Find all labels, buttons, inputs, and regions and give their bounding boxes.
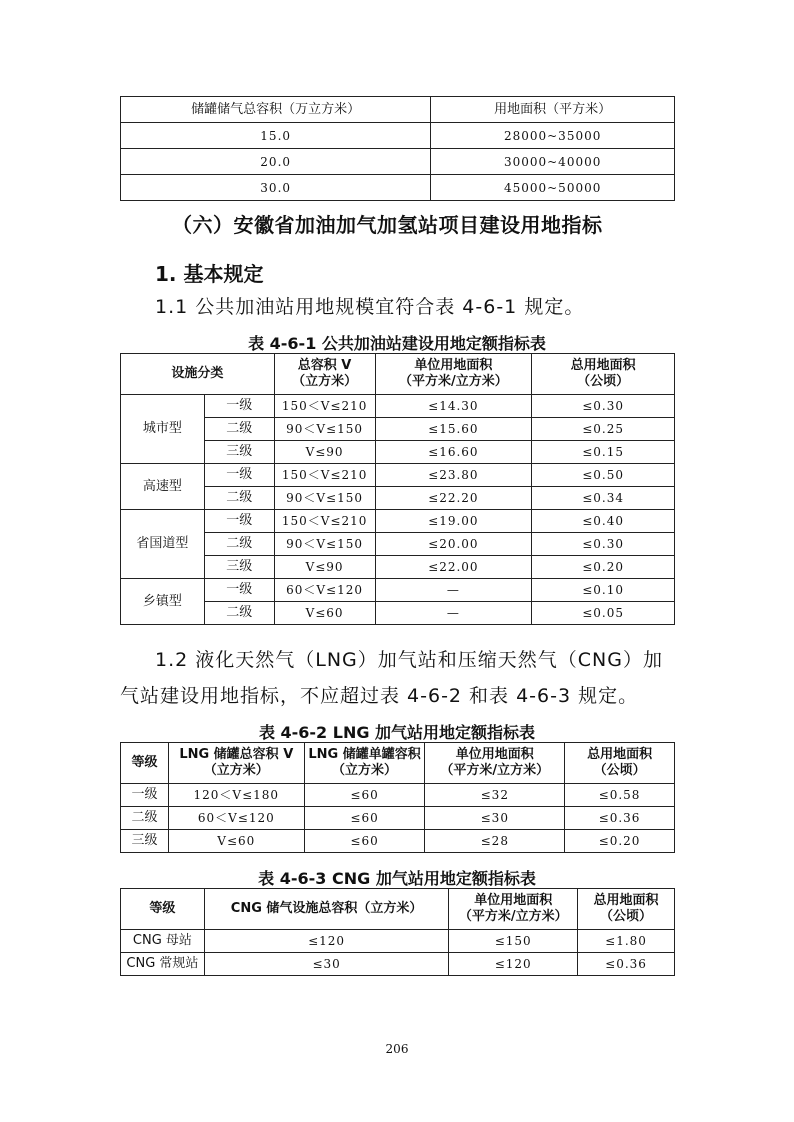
table-header-row	[121, 97, 675, 123]
table-cell: 90＜V≤150	[274, 533, 375, 556]
header-line: （立方米）	[292, 374, 358, 389]
header-line: 单位用地面积	[474, 893, 553, 908]
table-cell: ≤20.00	[375, 533, 532, 556]
table-cell: 45000~50000	[431, 175, 675, 201]
table-header-cell: 用地面积（平方米）	[431, 97, 675, 123]
header-line: 单位用地面积	[414, 358, 493, 373]
table-cell: ≤0.15	[532, 441, 675, 464]
table-cell: ≤0.05	[532, 602, 675, 625]
table-cell: ≤23.80	[375, 464, 532, 487]
header-line: （公顷）	[600, 909, 653, 924]
table-cell: ≤0.58	[565, 784, 675, 807]
group-cell: 高速型	[121, 464, 205, 510]
table-cell: 60＜V≤120	[168, 807, 304, 830]
header-line: （平方米/立方米）	[458, 909, 568, 924]
table-cell: 30.0	[121, 175, 431, 201]
grade-cell: CNG 母站	[121, 930, 205, 953]
table-cell: 150＜V≤210	[274, 510, 375, 533]
table-cell: V≤90	[274, 556, 375, 579]
table-row	[121, 123, 675, 149]
table-cell: 90＜V≤150	[274, 487, 375, 510]
header-line: （平方米/立方米）	[440, 763, 550, 778]
table-row	[121, 533, 675, 556]
header-line: 总容积 V	[297, 358, 352, 373]
table-cell: ≤120	[204, 930, 448, 953]
table-header-cell: 储罐储气总容积（万立方米）	[121, 97, 431, 123]
page-number: 206	[385, 1042, 409, 1056]
table-cell: ≤0.36	[565, 807, 675, 830]
table-header-cell	[274, 354, 375, 395]
table-row	[121, 149, 675, 175]
header-line: LNG 储罐单罐容积	[308, 747, 421, 762]
header-line: 总用地面积	[570, 358, 636, 373]
header-line: （立方米）	[332, 763, 398, 778]
lng-station-land-table	[120, 742, 675, 853]
table-cell: ≤0.34	[532, 487, 675, 510]
header-line: （立方米）	[203, 763, 269, 778]
group-cell: 乡镇型	[121, 579, 205, 625]
header-line: （公顷）	[577, 374, 630, 389]
table-row	[121, 510, 675, 533]
grade-cell: CNG 常规站	[121, 953, 205, 976]
table-cell: 90＜V≤150	[274, 418, 375, 441]
table-cell: ≤19.00	[375, 510, 532, 533]
table-header-cell	[425, 743, 565, 784]
table-cell: ≤0.20	[532, 556, 675, 579]
table-cell: 120＜V≤180	[168, 784, 304, 807]
table-cell: V≤60	[168, 830, 304, 853]
table-row	[121, 418, 675, 441]
table-cell: 20.0	[121, 149, 431, 175]
gas-station-land-table	[120, 353, 675, 625]
subsection-title: 1. 基本规定	[155, 262, 264, 286]
table-header-cell	[168, 743, 304, 784]
table-header-cell: CNG 储气设施总容积（立方米）	[204, 889, 448, 930]
table-row	[121, 395, 675, 418]
table-header-cell: 设施分类	[121, 354, 275, 395]
grade-cell: 二级	[204, 533, 274, 556]
grade-cell: 一级	[204, 395, 274, 418]
table-cell: 28000~35000	[431, 123, 675, 149]
section-title: （六）安徽省加油加气加氢站项目建设用地指标	[172, 213, 603, 237]
table-cell: ≤30	[204, 953, 448, 976]
table-cell: ≤32	[425, 784, 565, 807]
table-header-row	[121, 889, 675, 930]
table3-caption: 表 4-6-3 CNG 加气站用地定额指标表	[258, 869, 536, 888]
table-cell: 150＜V≤210	[274, 395, 375, 418]
grade-cell: 三级	[121, 830, 169, 853]
grade-cell: 二级	[204, 487, 274, 510]
header-line: 总用地面积	[593, 893, 659, 908]
header-line: （平方米/立方米）	[399, 374, 508, 389]
table-cell: ≤60	[304, 830, 425, 853]
table-row	[121, 930, 675, 953]
storage-land-table	[120, 96, 675, 201]
table-cell: ≤0.30	[532, 533, 675, 556]
table-header-cell	[565, 743, 675, 784]
table2-caption: 表 4-6-2 LNG 加气站用地定额指标表	[258, 723, 536, 742]
table-row	[121, 441, 675, 464]
table-row	[121, 953, 675, 976]
header-line: （公顷）	[593, 763, 646, 778]
table-cell: ≤15.60	[375, 418, 532, 441]
paragraph-1: 1.1 公共加油站用地规模宜符合表 4-6-1 规定。	[155, 296, 585, 318]
grade-cell: 三级	[204, 556, 274, 579]
table-row	[121, 556, 675, 579]
table1-caption: 表 4-6-1 公共加油站建设用地定额指标表	[248, 334, 546, 353]
table-row	[121, 784, 675, 807]
table-cell: 15.0	[121, 123, 431, 149]
grade-cell: 一级	[204, 579, 274, 602]
table-cell: ≤150	[449, 930, 578, 953]
table-cell: 150＜V≤210	[274, 464, 375, 487]
table-cell: ≤22.00	[375, 556, 532, 579]
table-header-cell	[375, 354, 532, 395]
table-header-cell	[532, 354, 675, 395]
table-cell: ≤60	[304, 807, 425, 830]
table-cell: V≤90	[274, 441, 375, 464]
table-cell: ≤0.10	[532, 579, 675, 602]
table-cell: ≤22.20	[375, 487, 532, 510]
table-row	[121, 487, 675, 510]
table-row	[121, 464, 675, 487]
header-line: 总用地面积	[587, 747, 653, 762]
table-header-cell: 等级	[121, 743, 169, 784]
table-header-cell	[304, 743, 425, 784]
table-header-cell	[449, 889, 578, 930]
table-header-row	[121, 743, 675, 784]
header-line: 单位用地面积	[455, 747, 534, 762]
paragraph-2-line-2: 气站建设用地指标，不应超过表 4-6-2 和表 4-6-3 规定。	[120, 685, 639, 707]
table-cell: ≤0.25	[532, 418, 675, 441]
table-cell: ≤120	[449, 953, 578, 976]
cng-station-land-table	[120, 888, 675, 976]
grade-cell: 二级	[204, 602, 274, 625]
grade-cell: 一级	[204, 464, 274, 487]
table-row	[121, 579, 675, 602]
table-row	[121, 602, 675, 625]
table-header-cell	[578, 889, 675, 930]
table-cell: ≤16.60	[375, 441, 532, 464]
table-cell: ≤0.50	[532, 464, 675, 487]
table-cell: —	[375, 579, 532, 602]
table-row	[121, 807, 675, 830]
table-cell: ≤0.30	[532, 395, 675, 418]
header-line: LNG 储罐总容积 V	[179, 747, 294, 762]
paragraph-2-line-1: 1.2 液化天然气（LNG）加气站和压缩天然气（CNG）加	[155, 649, 663, 671]
table-cell: V≤60	[274, 602, 375, 625]
table-cell: ≤0.36	[578, 953, 675, 976]
table-cell: ≤0.40	[532, 510, 675, 533]
grade-cell: 二级	[204, 418, 274, 441]
table-cell: ≤14.30	[375, 395, 532, 418]
table-header-cell: 等级	[121, 889, 205, 930]
group-cell: 城市型	[121, 395, 205, 464]
grade-cell: 二级	[121, 807, 169, 830]
grade-cell: 一级	[204, 510, 274, 533]
grade-cell: 一级	[121, 784, 169, 807]
table-cell: 60＜V≤120	[274, 579, 375, 602]
table-cell: ≤60	[304, 784, 425, 807]
table-row	[121, 830, 675, 853]
table-cell: 30000~40000	[431, 149, 675, 175]
table-cell: ≤30	[425, 807, 565, 830]
table-row	[121, 175, 675, 201]
group-cell: 省国道型	[121, 510, 205, 579]
table-cell: ≤28	[425, 830, 565, 853]
table-cell: ≤0.20	[565, 830, 675, 853]
grade-cell: 三级	[204, 441, 274, 464]
table-cell: —	[375, 602, 532, 625]
table-cell: ≤1.80	[578, 930, 675, 953]
table-header-row	[121, 354, 675, 395]
